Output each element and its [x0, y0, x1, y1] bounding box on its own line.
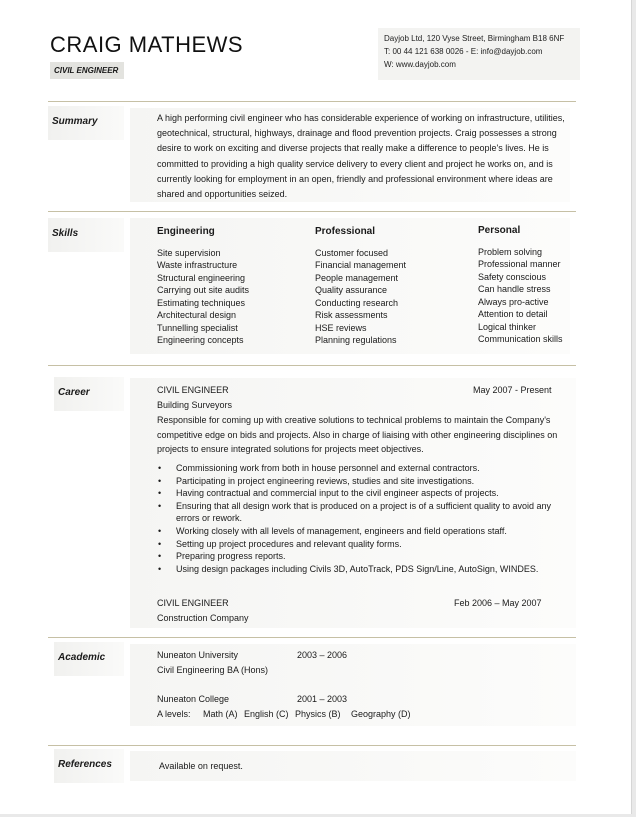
job-title: CIVIL ENGINEER — [157, 598, 229, 608]
job-description: Responsible for coming up with creative solutions to technical problems to maintain the Company's competitive edge on bids and projects. Also in charge of liaising with other engineering disciplines on projects to ensure integrated solutions for projects meet objectives. — [157, 415, 558, 454]
job-company: Construction Company — [157, 613, 249, 623]
job-company: Building Surveyors — [157, 400, 233, 410]
section-divider — [48, 745, 576, 746]
career-label: Career — [54, 377, 124, 411]
job-dates: Feb 2006 – May 2007 — [454, 598, 542, 608]
skill-item: Site supervision — [157, 247, 221, 258]
skills-heading: Personal — [478, 225, 521, 236]
job-duties-list — [157, 462, 577, 575]
duty-item: • Participating in project engineering reviews, studies and site investigations. — [157, 475, 577, 488]
skill-item: Communication skills — [478, 334, 563, 344]
academic-label: Academic — [54, 642, 124, 676]
skills-label: Skills — [48, 218, 124, 252]
job-title-badge: CIVIL ENGINEER — [50, 62, 124, 79]
duty-item: • Commissioning work from both in house personnel and external contractors. — [157, 462, 577, 475]
academic-institution: Nuneaton College — [157, 694, 230, 704]
skill-item: Quality assurance — [315, 285, 388, 295]
academic-dates: 2003 – 2006 — [297, 650, 348, 660]
skill-item: HSE reviews — [315, 322, 367, 333]
skill-item: Tunnelling specialist — [157, 322, 238, 333]
academic-subject: Math (A) — [203, 709, 238, 719]
duty-item: • Using design packages including Civils 3D, AutoTrack, PDS Sign/Line, AutoSign, WINDES. — [157, 563, 577, 576]
skill-item: Can handle stress — [478, 284, 551, 294]
skill-item: Professional manner — [478, 259, 561, 269]
skills-column-engineering — [157, 226, 249, 347]
academic-subject: Geography (D) — [351, 709, 411, 719]
skill-item: Architectural design — [157, 310, 237, 320]
candidate-name: CRAIG MATHEWS — [50, 32, 244, 57]
skill-item: Financial management — [315, 260, 407, 270]
academic-institution: Nuneaton University — [157, 650, 239, 660]
skill-item: People management — [315, 272, 399, 283]
section-divider — [48, 211, 576, 212]
summary-label: Summary — [48, 106, 124, 140]
skill-item: Attention to detail — [478, 309, 548, 319]
skill-item: Engineering concepts — [157, 335, 244, 345]
skills-heading: Professional — [315, 226, 376, 237]
references-text: Available on request. — [159, 761, 243, 771]
skills-column-personal — [478, 225, 563, 346]
skill-item: Always pro-active — [478, 296, 549, 307]
contact-address: Dayjob Ltd, 120 Vyse Street, Birmingham B18 6NF — [384, 34, 565, 43]
skill-item: Estimating techniques — [157, 297, 246, 308]
duty-item: • Having contractual and commercial input to the civil engineer aspects of projects. — [157, 487, 577, 500]
academic-dates: 2001 – 2003 — [297, 694, 348, 704]
skills-heading: Engineering — [157, 226, 215, 237]
section-divider — [48, 365, 576, 366]
duty-item: • Preparing progress reports. — [157, 550, 577, 563]
skill-item: Problem solving — [478, 246, 543, 257]
skill-item: Customer focused — [315, 247, 389, 258]
academic-subject: English (C) — [244, 709, 289, 719]
job-dates: May 2007 - Present — [473, 385, 552, 395]
skill-item: Waste infrastructure — [157, 260, 238, 270]
duty-item: • Working closely with all levels of management, engineers and field operations staff. — [157, 525, 577, 538]
academic-detail-prefix: A levels: — [157, 709, 191, 719]
academic-subject: Physics (B) — [295, 709, 341, 719]
duty-item: • Ensuring that all design work that is produced on a project is of a sufficient quality to avoid any errors or rework. — [157, 500, 577, 525]
skills-column-professional — [315, 226, 406, 347]
duty-item: • Setting up project procedures and relevant quality forms. — [157, 538, 577, 551]
skill-item: Safety conscious — [478, 271, 547, 282]
academic-detail: Civil Engineering BA (Hons) — [157, 665, 269, 675]
skill-item: Structural engineering — [157, 272, 246, 283]
skill-item: Risk assessments — [315, 310, 388, 320]
page-frame-right — [631, 0, 636, 817]
references-label: References — [54, 749, 124, 783]
skill-item: Planning regulations — [315, 335, 397, 345]
section-divider — [48, 101, 576, 102]
skill-item: Carrying out site audits — [157, 285, 250, 295]
skill-item: Logical thinker — [478, 321, 537, 332]
section-divider — [48, 637, 576, 638]
contact-phone-email: T: 00 44 121 638 0026 - E: info@dayjob.com — [384, 47, 543, 56]
summary-text: A high performing civil engineer who has considerable experience of working on infrastructure, utilities, geotechnical, structural, highways, drainage and flood prevention projects. Craig possesses a strong desire to work on exciting and diverse projects that really make a difference to people's lives. He is committed to providing a high quality service delivery to every client and project he works on, and is currently looking for employment in an open, friendly and professional environment where ideas are shared and opportunities seized. — [157, 113, 565, 200]
skill-item: Conducting research — [315, 297, 399, 308]
job-title: CIVIL ENGINEER — [157, 385, 229, 395]
contact-website: W: www.dayjob.com — [384, 60, 456, 69]
contact-box — [378, 28, 580, 80]
